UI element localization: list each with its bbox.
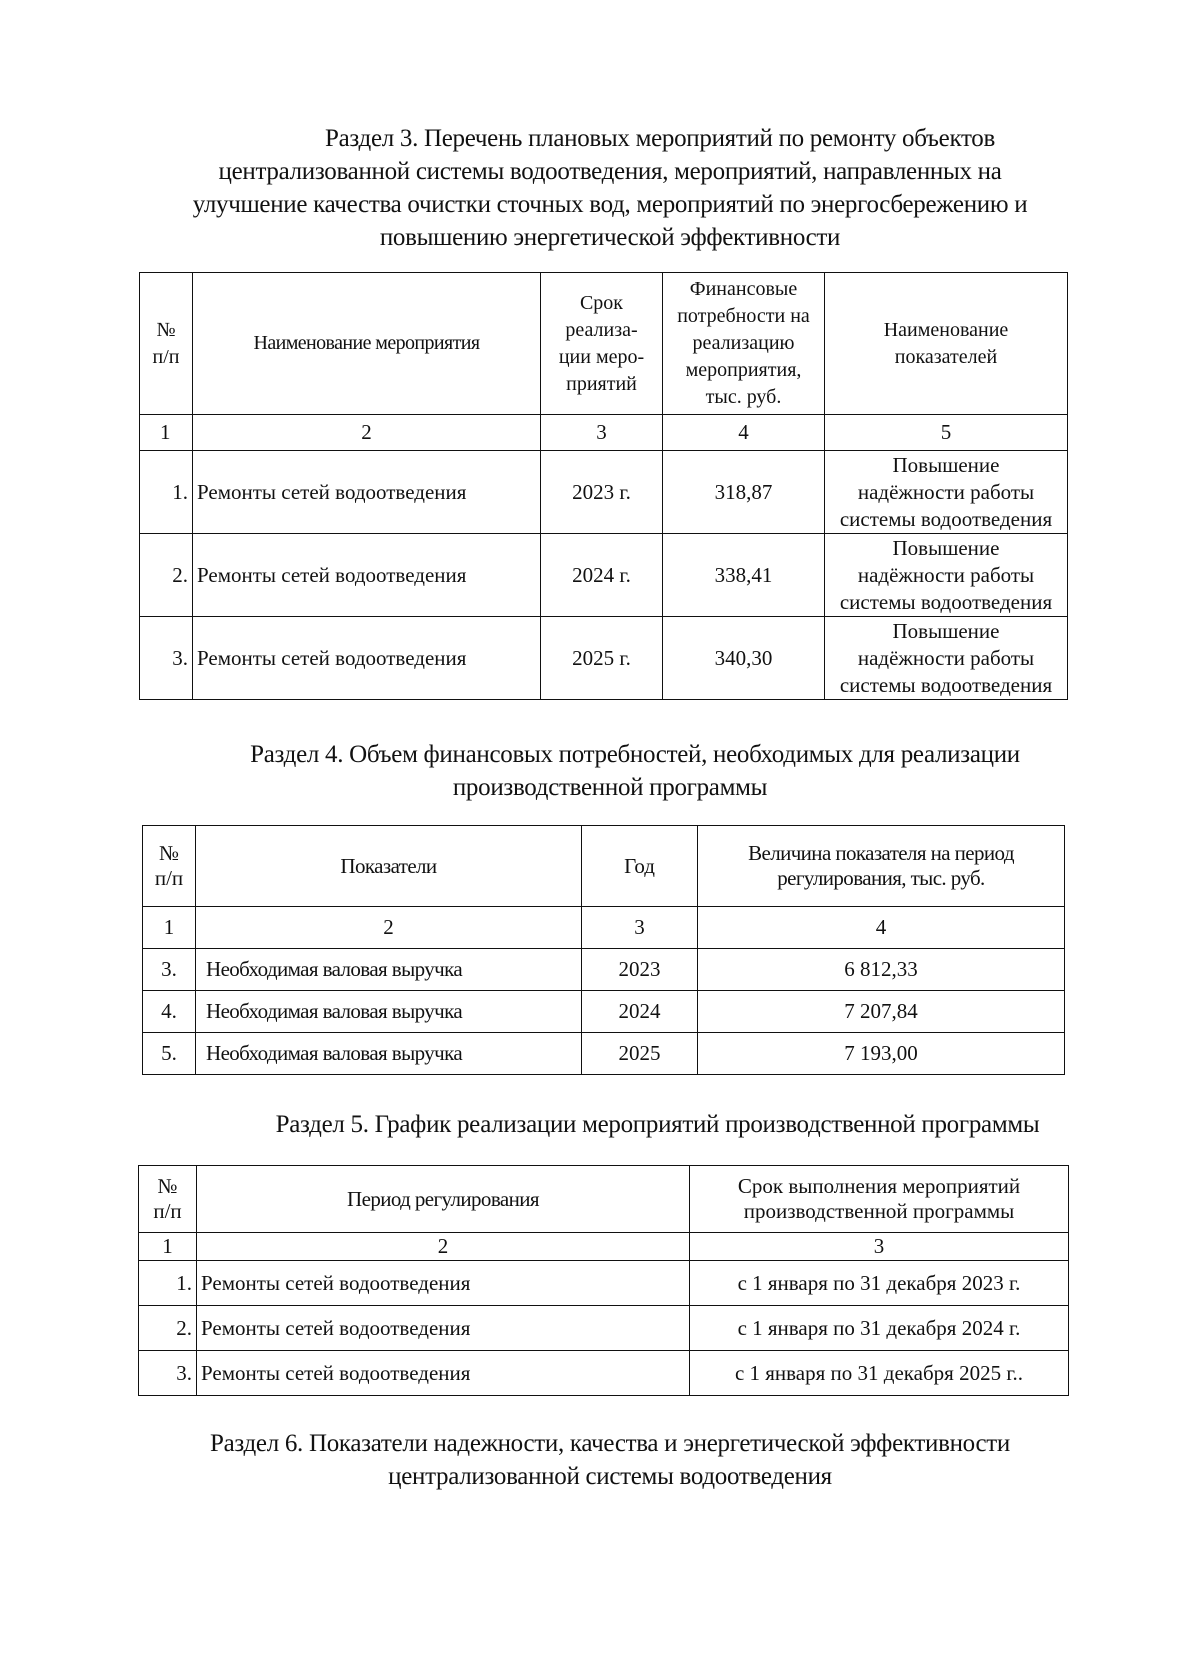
row-term: 2023 г. (541, 451, 663, 534)
table-row (140, 451, 1068, 534)
header-indicator: Наименование показателей (825, 273, 1068, 415)
section4-title-line: Раздел 4. Объем финансовых потребностей, необходимых для реализации (250, 741, 1020, 768)
header-event-name: Наименование мероприятия (193, 273, 541, 415)
section4-title-line: производственной программы (452, 774, 768, 801)
column-number-row (140, 415, 1068, 451)
header-value: Величина показателя на период регулирования, тыс. руб. (698, 826, 1065, 907)
row-year: 2024 (582, 991, 698, 1033)
header-period: Период регулирования (197, 1166, 690, 1233)
col-number: 5 (825, 415, 1068, 451)
section4-title (140, 738, 1080, 804)
row-deadline: с 1 января по 31 декабря 2025 г.. (690, 1351, 1069, 1396)
row-name: Необходимая валовая выручка (196, 949, 582, 991)
section5-table (138, 1165, 1069, 1396)
row-value: 7 207,84 (698, 991, 1065, 1033)
table-header-row (139, 1166, 1069, 1233)
row-indicator: Повышение надёжности работы системы водоотведения (825, 534, 1068, 617)
section3-title-line: повышению энергетической эффективности (379, 224, 841, 251)
header-year: Год (582, 826, 698, 907)
row-num: 3. (140, 617, 193, 700)
table-row (139, 1351, 1069, 1396)
row-name: Ремонты сетей водоотведения (193, 534, 541, 617)
row-num: 4. (143, 991, 196, 1033)
section6-title-line: централизованной системы водоотведения (388, 1463, 832, 1490)
col-number: 3 (690, 1233, 1069, 1261)
col-number: 2 (197, 1233, 690, 1261)
row-year: 2023 (582, 949, 698, 991)
row-name: Необходимая валовая выручка (196, 991, 582, 1033)
section3-title-line: улучшение качества очистки сточных вод, мероприятий по энергосбережению и (192, 191, 1028, 218)
row-name: Ремонты сетей водоотведения (193, 617, 541, 700)
section3-title-line: Раздел 3. Перечень плановых мероприятий по ремонту объектов (325, 125, 995, 152)
section6-title (140, 1427, 1080, 1493)
row-indicator: Повышение надёжности работы системы водоотведения (825, 451, 1068, 534)
row-deadline: с 1 января по 31 декабря 2024 г. (690, 1306, 1069, 1351)
table-row (143, 991, 1065, 1033)
row-num: 3. (139, 1351, 197, 1396)
table-row (140, 534, 1068, 617)
col-number: 1 (143, 907, 196, 949)
table-row (143, 1033, 1065, 1075)
row-num: 2. (139, 1306, 197, 1351)
col-number: 2 (196, 907, 582, 949)
table-row (139, 1306, 1069, 1351)
col-number: 2 (193, 415, 541, 451)
row-term: 2025 г. (541, 617, 663, 700)
table-row (140, 617, 1068, 700)
header-indicators: Показатели (196, 826, 582, 907)
col-number: 1 (139, 1233, 197, 1261)
table-header-row (143, 826, 1065, 907)
table-row (139, 1261, 1069, 1306)
column-number-row (143, 907, 1065, 949)
row-finance: 338,41 (663, 534, 825, 617)
row-num: 1. (139, 1261, 197, 1306)
row-finance: 318,87 (663, 451, 825, 534)
column-number-row (139, 1233, 1069, 1261)
row-num: 1. (140, 451, 193, 534)
col-number: 4 (698, 907, 1065, 949)
col-number: 1 (140, 415, 193, 451)
header-finance: Финансовые потребности на реализацию мероприятия, тыс. руб. (663, 273, 825, 415)
row-num: 2. (140, 534, 193, 617)
header-term: Срок реализа- ции меро- приятий (541, 273, 663, 415)
col-number: 3 (582, 907, 698, 949)
header-deadline: Срок выполнения мероприятий производственной программы (690, 1166, 1069, 1233)
row-num: 3. (143, 949, 196, 991)
row-name: Ремонты сетей водоотведения (197, 1261, 690, 1306)
row-deadline: с 1 января по 31 декабря 2023 г. (690, 1261, 1069, 1306)
row-value: 6 812,33 (698, 949, 1065, 991)
row-finance: 340,30 (663, 617, 825, 700)
header-num: № п/п (140, 273, 193, 415)
header-num: № п/п (139, 1166, 197, 1233)
row-name: Ремонты сетей водоотведения (193, 451, 541, 534)
row-term: 2024 г. (541, 534, 663, 617)
row-value: 7 193,00 (698, 1033, 1065, 1075)
row-year: 2025 (582, 1033, 698, 1075)
col-number: 3 (541, 415, 663, 451)
table-row (143, 949, 1065, 991)
header-num: № п/п (143, 826, 196, 907)
row-indicator: Повышение надёжности работы системы водоотведения (825, 617, 1068, 700)
section4-table (142, 825, 1065, 1075)
col-number: 4 (663, 415, 825, 451)
row-name: Ремонты сетей водоотведения (197, 1351, 690, 1396)
row-name: Необходимая валовая выручка (196, 1033, 582, 1075)
section3-table (139, 272, 1068, 700)
table-header-row (140, 273, 1068, 415)
section5-title-line: Раздел 5. График реализации мероприятий производственной программы (275, 1111, 1040, 1138)
section3-title (140, 122, 1080, 254)
section5-title (140, 1108, 1080, 1141)
section3-title-line: централизованной системы водоотведения, мероприятий, направленных на (218, 158, 1002, 185)
section6-title-line: Раздел 6. Показатели надежности, качества и энергетической эффективности (209, 1430, 1010, 1457)
row-num: 5. (143, 1033, 196, 1075)
row-name: Ремонты сетей водоотведения (197, 1306, 690, 1351)
